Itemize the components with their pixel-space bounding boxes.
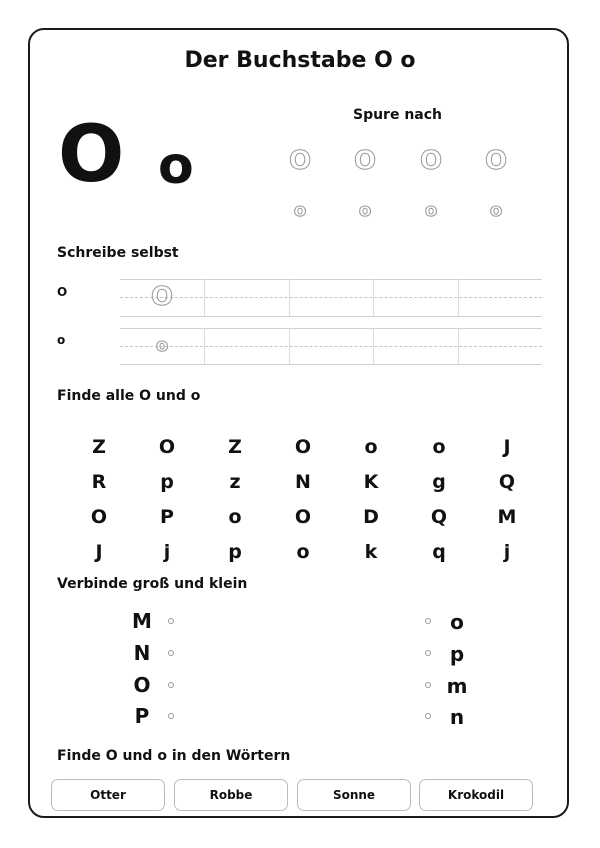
grid-letter[interactable]: O: [294, 506, 312, 528]
page-title: Der Buchstabe O o: [184, 48, 416, 73]
match-right-dot[interactable]: [425, 618, 431, 624]
grid-letter[interactable]: g: [432, 471, 446, 493]
writing-midline: [120, 346, 542, 347]
writing-divider: [289, 279, 290, 316]
word-box[interactable]: Otter: [51, 779, 165, 811]
write-example-lower: o: [155, 335, 169, 356]
writing-divider: [458, 279, 459, 316]
grid-letter[interactable]: M: [497, 506, 517, 528]
match-right-letter: p: [449, 642, 465, 666]
big-lowercase-letter: o: [158, 136, 194, 196]
trace-letter-lower: o: [358, 200, 372, 221]
match-right-dot[interactable]: [425, 682, 431, 688]
trace-letter-upper: O: [419, 146, 443, 176]
grid-letter[interactable]: N: [295, 471, 311, 493]
grid-letter[interactable]: O: [158, 436, 176, 458]
trace-letter-lower: o: [489, 200, 503, 221]
writing-divider: [458, 328, 459, 364]
trace-letter-upper: O: [288, 146, 312, 176]
grid-letter[interactable]: O: [294, 436, 312, 458]
trace-letter-upper: O: [484, 146, 508, 176]
write-heading: Schreibe selbst: [57, 245, 179, 261]
trace-letter-lower: o: [424, 200, 438, 221]
writing-line: [120, 364, 542, 365]
big-uppercase-letter: O: [58, 110, 125, 200]
match-left-dot[interactable]: [168, 650, 174, 656]
grid-letter[interactable]: Z: [92, 436, 106, 458]
match-left-dot[interactable]: [168, 713, 174, 719]
match-right-letter: n: [449, 705, 465, 729]
writing-line: [120, 328, 542, 329]
writing-midline: [120, 297, 542, 298]
grid-letter[interactable]: Q: [498, 471, 516, 493]
match-left-dot[interactable]: [168, 682, 174, 688]
write-row-label: o: [57, 333, 66, 347]
match-right-dot[interactable]: [425, 650, 431, 656]
grid-letter[interactable]: K: [363, 471, 379, 493]
writing-divider: [289, 328, 290, 364]
grid-letter[interactable]: p: [160, 471, 174, 493]
match-left-letter: P: [134, 704, 150, 728]
words-heading: Finde O und o in den Wörtern: [57, 748, 291, 764]
trace-letter-lower: o: [293, 200, 307, 221]
grid-letter[interactable]: j: [503, 541, 511, 563]
writing-line: [120, 279, 542, 280]
grid-letter[interactable]: q: [432, 541, 446, 563]
word-box[interactable]: Krokodil: [419, 779, 533, 811]
grid-letter[interactable]: Z: [228, 436, 242, 458]
grid-letter[interactable]: J: [95, 541, 103, 563]
writing-divider: [373, 279, 374, 316]
grid-letter[interactable]: Q: [430, 506, 448, 528]
writing-divider: [373, 328, 374, 364]
match-left-letter: O: [133, 673, 151, 697]
grid-letter[interactable]: p: [228, 541, 242, 563]
grid-letter[interactable]: o: [228, 506, 242, 528]
write-example-upper: O: [150, 282, 174, 312]
grid-letter[interactable]: P: [160, 506, 174, 528]
word-box[interactable]: Sonne: [297, 779, 411, 811]
trace-heading: Spure nach: [352, 107, 443, 123]
writing-divider: [204, 328, 205, 364]
grid-letter[interactable]: o: [432, 436, 446, 458]
grid-letter[interactable]: o: [296, 541, 310, 563]
write-row-label: O: [57, 285, 68, 299]
grid-letter[interactable]: D: [363, 506, 379, 528]
match-right-dot[interactable]: [425, 713, 431, 719]
writing-divider: [204, 279, 205, 316]
grid-letter[interactable]: O: [90, 506, 108, 528]
grid-letter[interactable]: R: [91, 471, 107, 493]
match-right-letter: m: [446, 674, 468, 698]
match-heading: Verbinde groß und klein: [57, 576, 248, 592]
match-left-letter: M: [132, 609, 152, 633]
find-heading: Finde alle O und o: [57, 388, 201, 404]
grid-letter[interactable]: J: [503, 436, 511, 458]
grid-letter[interactable]: j: [163, 541, 171, 563]
match-left-letter: N: [133, 641, 151, 665]
grid-letter[interactable]: z: [229, 471, 241, 493]
match-right-letter: o: [450, 610, 464, 634]
match-left-dot[interactable]: [168, 618, 174, 624]
grid-letter[interactable]: o: [364, 436, 378, 458]
grid-letter[interactable]: k: [364, 541, 378, 563]
word-box[interactable]: Robbe: [174, 779, 288, 811]
writing-line: [120, 316, 542, 317]
trace-letter-upper: O: [353, 146, 377, 176]
